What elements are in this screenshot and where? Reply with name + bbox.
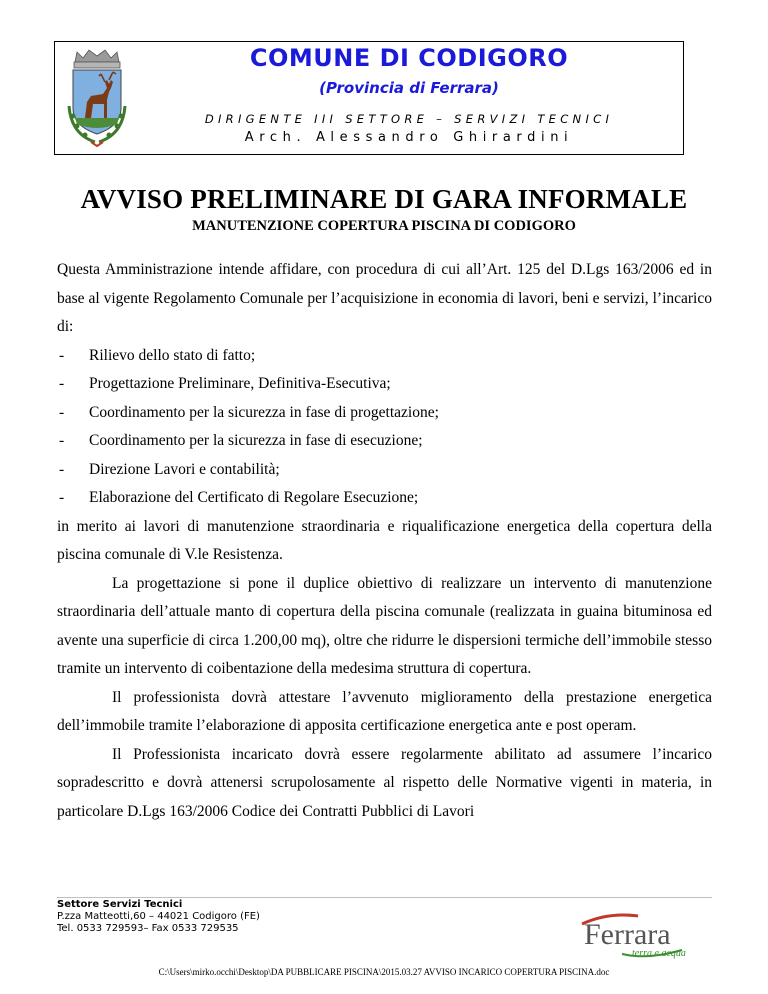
- letterhead-subtitle: (Provincia di Ferrara): [319, 79, 499, 97]
- list-item: [57, 370, 712, 399]
- logo-wordmark: Ferrara: [584, 918, 671, 951]
- file-path: C:\Users\mirko.occhi\Desktop\DA PUBBLICARE PISCINA\2015.03.27 AVVISO INCARICO COPERTURA PISCINA.doc: [158, 967, 610, 977]
- list-item-text: Coordinamento per la sicurezza in fase di progettazione;: [89, 403, 439, 421]
- list-item-text: Direzione Lavori e contabilità;: [89, 460, 280, 478]
- letterhead-architect: Arch. Alessandro Ghirardini: [244, 130, 574, 145]
- list-item: [57, 399, 712, 428]
- list-dash: -: [59, 460, 65, 478]
- list-item-text: Coordinamento per la sicurezza in fase di esecuzione;: [89, 432, 423, 449]
- list-item-text: Elaborazione del Certificato di Regolare Esecuzione;: [89, 489, 419, 506]
- ferrara-logo-icon: [578, 910, 698, 960]
- list-item: [57, 427, 712, 456]
- list-dash: -: [59, 489, 65, 506]
- list-item-text: Rilievo dello stato di fatto;: [89, 346, 256, 364]
- logo-tagline: terra e acqua: [632, 948, 686, 959]
- energy-paragraph: Il professionista dovrà attestare l’avvenuto miglioramento della prestazione energetica dell’immobile tramite l’elaborazione di apposita certificazione energetica ante e post operam.: [57, 688, 712, 734]
- letterhead-department: DIRIGENTE III SETTORE – SERVIZI TECNICI: [204, 112, 614, 126]
- list-item: [57, 456, 712, 485]
- list-item: [57, 484, 712, 513]
- after-list-paragraph: in merito ai lavori di manutenzione straordinaria e riqualificazione energetica della copertura della piscina comunale di V.le Resistenza.: [57, 517, 712, 563]
- letterhead: [54, 41, 684, 155]
- footer-organization: Settore Servizi Tecnici: [57, 899, 183, 910]
- intro-paragraph: Questa Amministrazione intende affidare, con procedura di cui all’Art. 125 del D.Lgs 163/2006 ed in base al vigente Regolamento Comunale per l’acquisizione in economia di lavori, beni e servizi, l’incarico di:: [57, 261, 712, 335]
- footer-address: P.zza Matteotti,60 – 44021 Codigoro (FE): [57, 911, 260, 922]
- coat-of-arms-icon: [61, 46, 133, 150]
- task-list: [57, 342, 712, 513]
- list-item-text: Progettazione Preliminare, Definitiva-Esecutiva;: [89, 375, 391, 392]
- document-title: AVVISO PRELIMINARE DI GARA INFORMALE: [80, 184, 688, 214]
- list-dash: -: [59, 346, 65, 364]
- letterhead-title: COMUNE DI CODIGORO: [249, 44, 569, 72]
- document-body: [57, 256, 712, 826]
- design-paragraph: La progettazione si pone il duplice obiettivo di realizzare un intervento di manutenzione straordinaria dell’attuale manto di copertura della piscina comunale (realizzata in guaina bituminosa ed avente una superficie di circa 1.200,00 mq), oltre che ridurre le dispersioni termiche dell’immobile stesso tramite un intervento di coibentazione della medesima struttura di copertura.: [57, 574, 712, 677]
- list-dash: -: [59, 403, 65, 421]
- list-item: [57, 342, 712, 371]
- footer-divider: [57, 897, 712, 898]
- list-dash: -: [59, 432, 65, 449]
- list-dash: -: [59, 375, 65, 392]
- footer-phone: Tel. 0533 729593– Fax 0533 729535: [57, 923, 239, 934]
- professional-paragraph: Il Professionista incaricato dovrà essere regolarmente abilitato ad assumere l’incarico sopradescritto e dovrà attenersi scrupolosamente al rispetto delle Normative vigenti in materia, in particolare D.Lgs 163/2006 Codice dei Contratti Pubblici di Lavori: [57, 745, 712, 820]
- document-subtitle: MANUTENZIONE COPERTURA PISCINA DI CODIGORO: [192, 218, 576, 234]
